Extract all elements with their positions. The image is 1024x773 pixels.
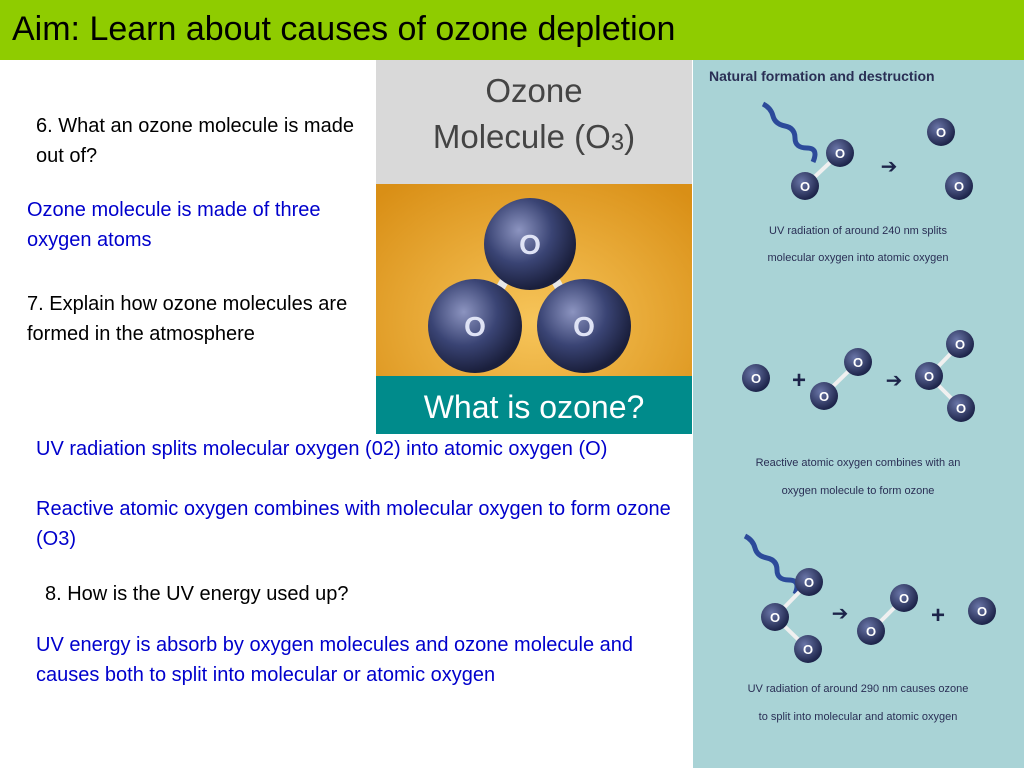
oxygen-atom-left — [428, 279, 522, 373]
atom-1b — [791, 172, 819, 200]
step-2-text-2: oxygen molecule to form ozone — [781, 485, 935, 497]
step-1-text-1: UV radiation of around 240 nm splits — [769, 225, 947, 237]
svg-text:O: O — [818, 389, 830, 404]
title-bar — [0, 0, 1024, 60]
answer-7-line-1: UV radiation splits molecular oxygen (02) into atomic oxygen (O) — [36, 438, 608, 460]
answer-8: UV energy is absorb by oxygen molecules and ozone molecule and causes both to split into molecular or atomic oxygen — [36, 634, 634, 686]
atom-1a — [826, 139, 854, 167]
answer-6: Ozone molecule is made of three oxygen atoms — [27, 199, 321, 251]
caption-text: What is ozone? — [423, 389, 645, 425]
atom-1c — [927, 118, 955, 146]
atom-1d — [945, 172, 973, 200]
svg-text:O: O — [923, 369, 935, 384]
slide-title: Aim: Learn about causes of ozone depletion — [12, 10, 676, 48]
atom-2c — [810, 382, 838, 410]
svg-text:O: O — [803, 575, 815, 590]
svg-text:O: O — [953, 179, 965, 194]
ozone-heading-line-1: Ozone — [485, 72, 583, 109]
atom-2d — [946, 330, 974, 358]
question-7: 7. Explain how ozone molecules are formed in the atmosphere — [27, 293, 348, 345]
svg-text:O: O — [799, 179, 811, 194]
svg-text:O: O — [464, 311, 486, 342]
ozone-heading-line-2: Molecule (O3) — [432, 118, 636, 156]
plus-2: + — [791, 367, 807, 394]
atom-2b — [844, 348, 872, 376]
atom-3b — [761, 603, 789, 631]
diagram-bg — [693, 60, 1024, 768]
question-8: 8. How is the UV energy used up? — [45, 583, 349, 605]
svg-text:O: O — [976, 604, 988, 619]
atom-3d — [890, 584, 918, 612]
arrow-3: ➔ — [831, 601, 849, 625]
svg-text:O: O — [935, 125, 947, 140]
diagram-title: Natural formation and destruction — [709, 68, 935, 84]
svg-text:O: O — [834, 146, 846, 161]
step-3-text-1: UV radiation of around 290 nm causes ozone — [747, 683, 969, 695]
atom-2e — [915, 362, 943, 390]
atom-2f — [947, 394, 975, 422]
formation-destruction-diagram — [693, 60, 1024, 768]
atom-2a — [742, 364, 770, 392]
atom-3e — [857, 617, 885, 645]
atom-3c — [794, 635, 822, 663]
arrow-2: ➔ — [885, 368, 903, 392]
svg-text:O: O — [519, 229, 541, 260]
oxygen-atom-right — [537, 279, 631, 373]
oxygen-atom-top — [484, 198, 576, 290]
atom-3a — [795, 568, 823, 596]
svg-text:O: O — [769, 610, 781, 625]
svg-text:O: O — [802, 642, 814, 657]
arrow-1: ➔ — [880, 154, 898, 178]
svg-text:O: O — [573, 311, 595, 342]
step-2-text-1: Reactive atomic oxygen combines with an — [755, 457, 961, 469]
svg-text:O: O — [750, 371, 762, 386]
svg-text:O: O — [865, 624, 877, 639]
plus-3: + — [930, 602, 946, 629]
svg-text:O: O — [954, 337, 966, 352]
step-1-text-2: molecular oxygen into atomic oxygen — [767, 252, 949, 264]
svg-text:O: O — [852, 355, 864, 370]
step-3-text-2: to split into molecular and atomic oxygen — [758, 711, 958, 723]
atom-3f — [968, 597, 996, 625]
svg-text:O: O — [955, 401, 967, 416]
answer-7-line-2: Reactive atomic oxygen combines with molecular oxygen to form ozone (O3) — [36, 498, 671, 550]
svg-text:O: O — [898, 591, 910, 606]
question-6: 6. What an ozone molecule is made out of? — [36, 115, 354, 167]
ozone-molecule-image — [376, 60, 692, 434]
